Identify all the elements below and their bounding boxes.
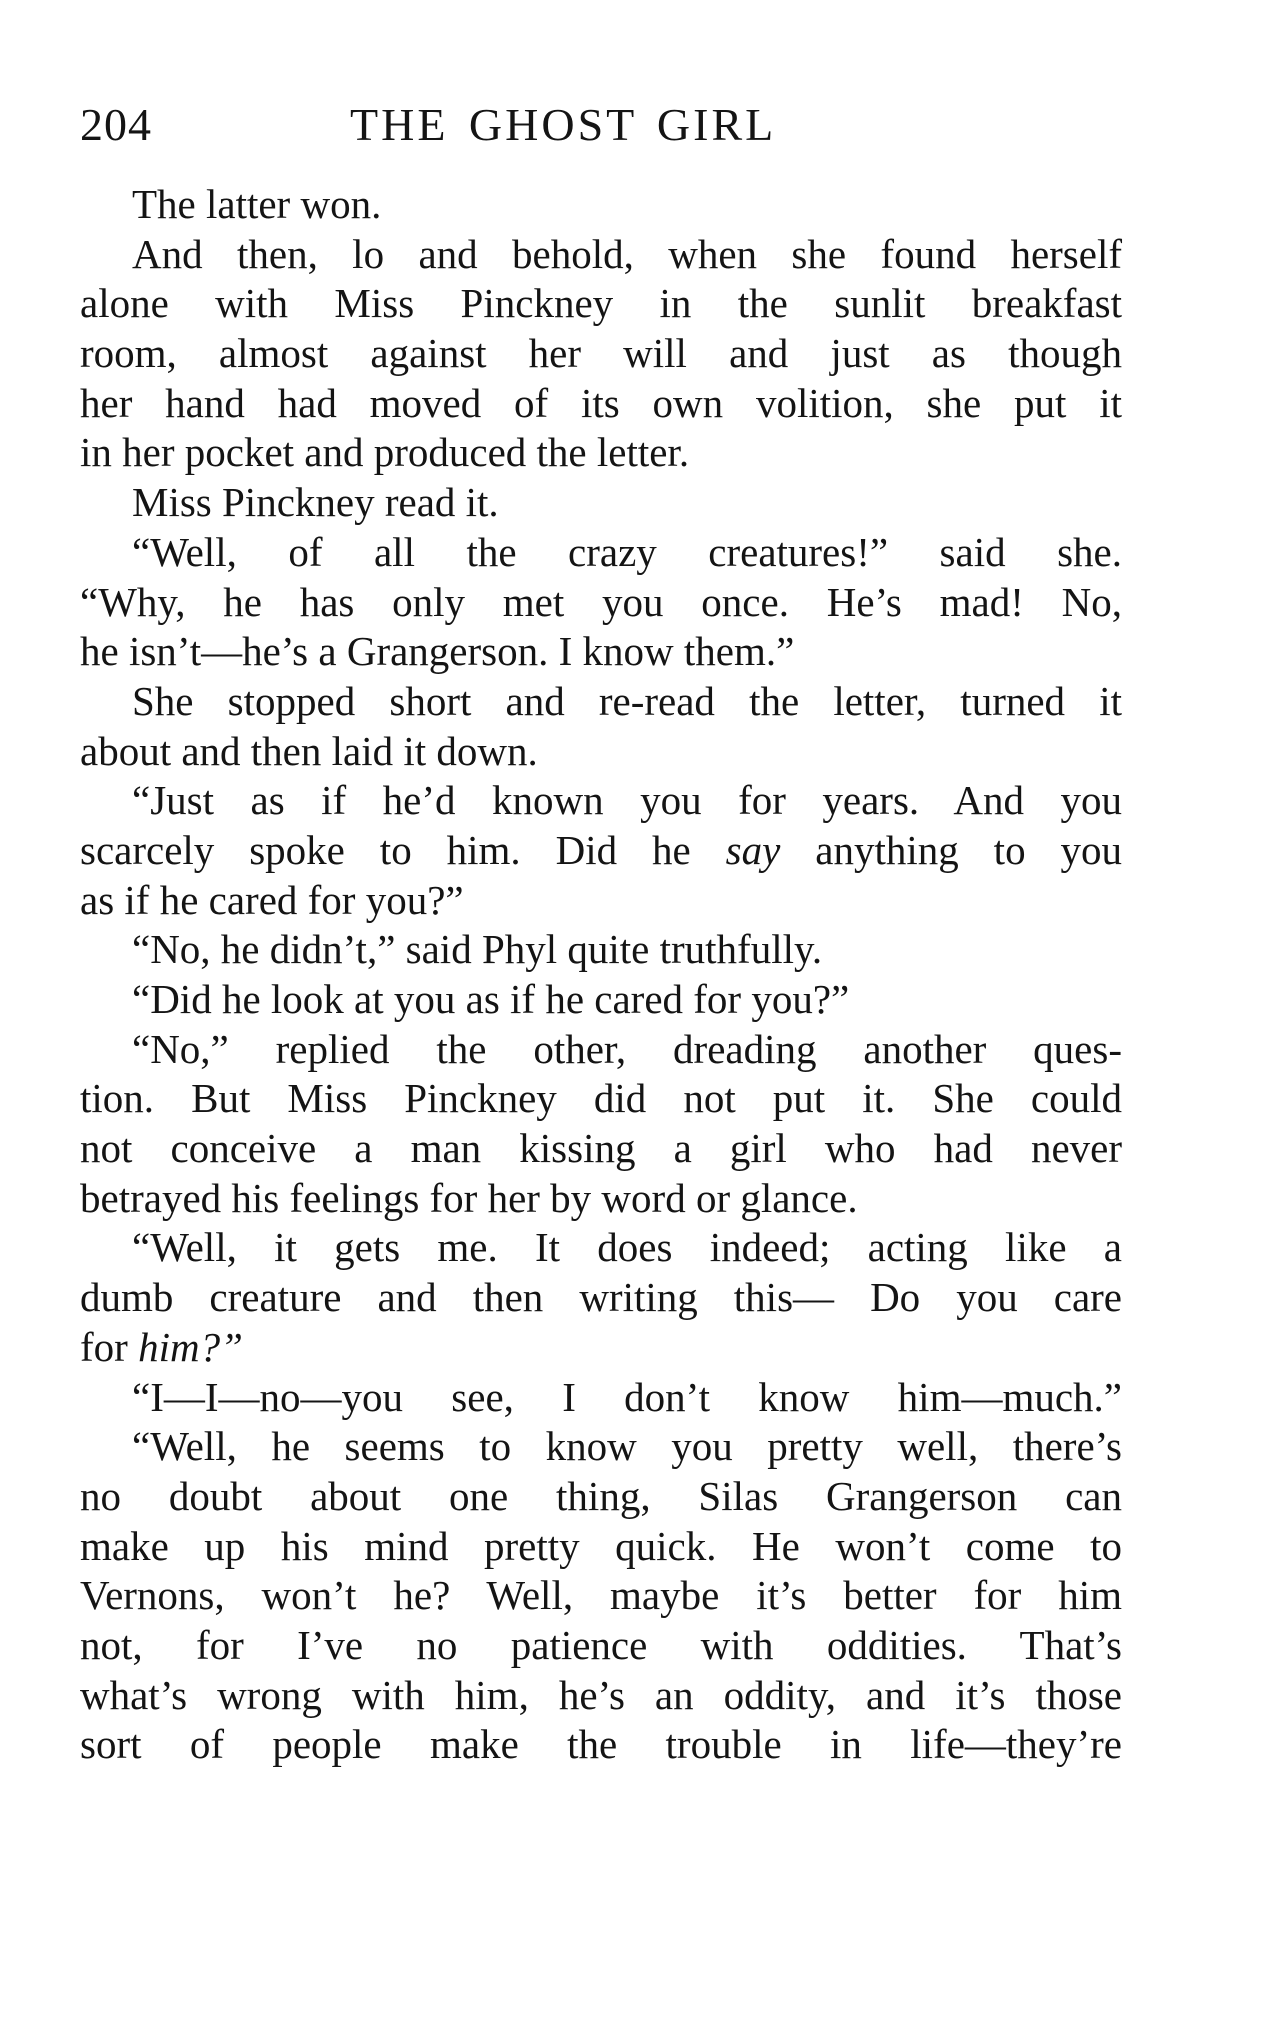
- text-line-segment: sort of people make the trouble in life—they’re: [80, 1721, 1122, 1768]
- text-line-segment: tion. But Miss Pinckney did not put it. She could: [80, 1075, 1122, 1122]
- text-line: [80, 428, 1122, 478]
- text-line: [80, 1571, 1122, 1621]
- text-line-segment: about and then laid it down.: [80, 727, 538, 774]
- text-line: [80, 180, 1122, 230]
- text-line: [80, 1522, 1122, 1572]
- text-line-segment: what’s wrong with him, he’s an oddity, and it’s those: [80, 1671, 1122, 1718]
- text-line-segment: “No, he didn’t,” said Phyl quite truthfully.: [132, 926, 823, 973]
- text-line-segment: Miss Pinckney read it.: [132, 479, 499, 526]
- page-number: 204: [80, 99, 152, 150]
- text-line: [80, 1174, 1122, 1224]
- text-line: [80, 1323, 1122, 1373]
- text-line-segment: as if he cared for you?”: [80, 876, 464, 923]
- text-line: [80, 528, 1122, 578]
- text-line: [80, 329, 1122, 379]
- text-line: [80, 1720, 1122, 1770]
- text-line-segment: scarcely spoke to him. Did he: [80, 826, 726, 873]
- text-line-segment: “Did he look at you as if he cared for you?”: [132, 976, 850, 1022]
- running-title: THE GHOST GIRL: [350, 99, 777, 150]
- text-line: [80, 727, 1122, 777]
- text-line: [80, 627, 1122, 677]
- text-line-segment: betrayed his feelings for her by word or glance.: [80, 1174, 858, 1221]
- text-line: [80, 826, 1122, 876]
- text-line: [80, 1074, 1122, 1124]
- page-header: [80, 95, 1130, 155]
- text-line: [80, 975, 1122, 1025]
- text-line-segment: “Well, of all the crazy creatures!” said she.: [132, 528, 1122, 575]
- text-line: [80, 1621, 1122, 1671]
- text-line: [80, 1273, 1122, 1323]
- text-line-segment: Vernons, won’t he? Well, maybe it’s better for him: [80, 1572, 1122, 1619]
- text-line-segment: he isn’t—he’s a Grangerson. I know them.”: [80, 628, 795, 675]
- text-line: [80, 776, 1122, 826]
- italic-emphasis: him?”: [138, 1323, 243, 1370]
- text-line: [80, 379, 1122, 429]
- text-line: [80, 1124, 1122, 1174]
- text-line: [80, 1025, 1122, 1075]
- text-line-segment: “Why, he has only met you once. He’s mad! No,: [80, 578, 1122, 625]
- text-line: [80, 876, 1122, 926]
- text-line-segment: alone with Miss Pinckney in the sunlit breakfast: [80, 280, 1122, 327]
- text-line: [80, 279, 1122, 329]
- text-line: [80, 1472, 1122, 1522]
- text-line-segment: “I—I—no—you see, I don’t know him—much.”: [132, 1373, 1122, 1420]
- text-line: [80, 578, 1122, 628]
- text-line-segment: not, for I’ve no patience with oddities. That’s: [80, 1621, 1122, 1668]
- text-line: [80, 1422, 1122, 1472]
- italic-emphasis: say: [725, 826, 781, 873]
- text-line: [80, 1373, 1122, 1423]
- text-line: [80, 1671, 1122, 1721]
- text-line-segment: She stopped short and re-read the letter, turned it: [132, 677, 1122, 724]
- text-line-segment: anything to you: [780, 826, 1122, 873]
- body-text: [80, 180, 1122, 1770]
- text-line-segment: The latter won.: [132, 181, 382, 227]
- text-line-segment: her hand had moved of its own volition, she put it: [80, 379, 1122, 426]
- text-line: [80, 925, 1122, 975]
- text-line: [80, 1223, 1122, 1273]
- text-line-segment: make up his mind pretty quick. He won’t come to: [80, 1522, 1122, 1569]
- text-line-segment: And then, lo and behold, when she found herself: [132, 230, 1122, 277]
- text-line-segment: in her pocket and produced the letter.: [80, 429, 690, 476]
- text-line-segment: “No,” replied the other, dreading another ques-: [132, 1025, 1122, 1072]
- text-line: [80, 478, 1122, 528]
- text-line-segment: for: [80, 1323, 139, 1370]
- text-line-segment: not conceive a man kissing a girl who had never: [80, 1125, 1122, 1172]
- text-line: [80, 230, 1122, 280]
- text-line-segment: dumb creature and then writing this— Do you care: [80, 1274, 1122, 1321]
- text-line: [80, 677, 1122, 727]
- text-line-segment: “Well, it gets me. It does indeed; acting like a: [132, 1224, 1122, 1271]
- text-line-segment: no doubt about one thing, Silas Grangerson can: [80, 1472, 1122, 1519]
- text-line-segment: “Just as if he’d known you for years. And you: [132, 777, 1122, 824]
- text-line-segment: room, almost against her will and just as though: [80, 330, 1122, 377]
- text-line-segment: “Well, he seems to know you pretty well, there’s: [132, 1423, 1122, 1470]
